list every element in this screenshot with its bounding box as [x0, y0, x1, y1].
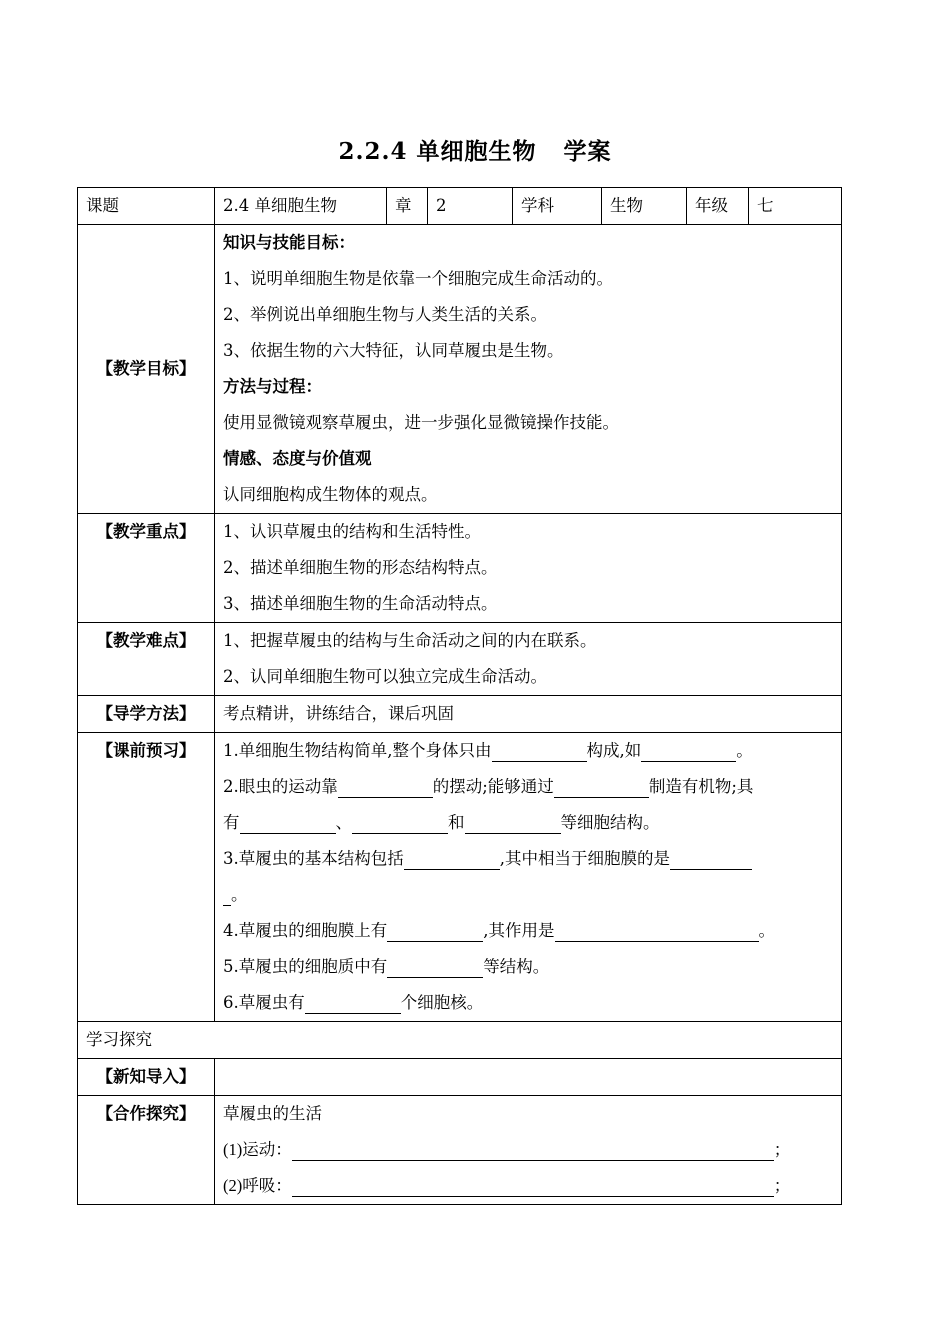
answer-blank[interactable] [555, 919, 759, 942]
preview-question-4 [223, 913, 833, 949]
objectives-label: 【教学目标】 [78, 225, 215, 514]
question-text: 5.草履虫的细胞质中有 [223, 957, 388, 976]
difficulties-label: 【教学难点】 [78, 623, 215, 696]
answer-blank[interactable] [292, 1138, 774, 1161]
end-mark: ； [773, 1176, 791, 1195]
question-text: 6.草履虫有 [223, 993, 305, 1012]
answer-blank[interactable] [670, 847, 752, 870]
question-text: ,其中相当于细胞膜的是 [499, 849, 670, 868]
preview-question-6 [223, 985, 833, 1021]
preview-question-3-cont [223, 877, 833, 913]
cooperative-heading: 草履虫的生活 [223, 1104, 322, 1123]
answer-blank[interactable] [305, 991, 401, 1014]
key-point-item: 1、认识草履虫的结构和生活特性。 [223, 522, 481, 541]
question-text: 有 [223, 813, 240, 832]
cooperative-item-1 [223, 1132, 833, 1168]
question-text: 等结构。 [483, 957, 550, 976]
question-text: 的摆动;能够通过 [432, 777, 554, 796]
answer-blank[interactable] [338, 775, 433, 798]
key-points-label: 【教学重点】 [78, 514, 215, 623]
subject-label: 学科 [513, 188, 602, 225]
end-mark: ； [773, 1140, 791, 1159]
preview-question-2 [223, 769, 833, 805]
answer-blank[interactable] [387, 955, 483, 978]
question-text: 4.草履虫的细胞膜上有 [223, 921, 388, 940]
new-intro-row [78, 1059, 842, 1096]
emotion-heading: 情感、态度与价值观 [223, 449, 372, 468]
cooperative-item-2 [223, 1168, 833, 1204]
question-text: 个细胞核。 [400, 993, 484, 1012]
grade-value: 七 [749, 188, 842, 225]
item-label: (2)呼吸： [223, 1176, 292, 1195]
answer-blank[interactable] [465, 811, 561, 834]
key-points-row [78, 514, 842, 623]
preview-question-3 [223, 841, 833, 877]
cooperative-content [215, 1096, 842, 1205]
lesson-plan-table [77, 187, 842, 1205]
question-text: 制造有机物;具 [648, 777, 754, 796]
question-text: 构成,如 [586, 741, 642, 760]
knowledge-item: 2、举例说出单细胞生物与人类生活的关系。 [223, 305, 547, 324]
method-content [215, 696, 842, 733]
difficulties-row [78, 623, 842, 696]
answer-blank[interactable] [352, 811, 448, 834]
difficulties-content [215, 623, 842, 696]
study-section-row [78, 1022, 842, 1059]
difficulty-item: 2、认同单细胞生物可以独立完成生命活动。 [223, 667, 547, 686]
new-intro-label: 【新知导入】 [78, 1059, 215, 1096]
page-title: 2.2.4 单细胞生物 学案 [338, 138, 612, 165]
question-text: 1.单细胞生物结构简单,整个身体只由 [223, 741, 492, 760]
answer-blank[interactable] [292, 1174, 774, 1197]
knowledge-item: 1、说明单细胞生物是依靠一个细胞完成生命活动的。 [223, 269, 613, 288]
subject-value: 生物 [602, 188, 687, 225]
answer-blank[interactable] [641, 739, 736, 762]
objectives-content [215, 225, 842, 514]
preview-question-1 [223, 733, 833, 769]
method-label: 【导学方法】 [78, 696, 215, 733]
difficulty-item: 1、把握草履虫的结构与生命活动之间的内在联系。 [223, 631, 597, 650]
emotion-text: 认同细胞构成生物体的观点。 [223, 485, 438, 504]
question-text: 等细胞结构。 [560, 813, 660, 832]
chapter-label: 章 [387, 188, 428, 225]
question-text: 和 [448, 813, 465, 832]
method-text-line: 考点精讲，讲练结合，课后巩固 [223, 704, 454, 723]
key-point-item: 2、描述单细胞生物的形态结构特点。 [223, 558, 498, 577]
key-points-content [215, 514, 842, 623]
answer-blank[interactable] [387, 919, 483, 942]
new-intro-content [215, 1059, 842, 1096]
method-text: 使用显微镜观察草履虫，进一步强化显微镜操作技能。 [223, 413, 619, 432]
question-text: ,其作用是 [483, 921, 555, 940]
answer-blank[interactable] [223, 883, 231, 906]
study-section-title: 学习探究 [78, 1022, 842, 1059]
topic-label: 课题 [78, 188, 215, 225]
key-point-item: 3、描述单细胞生物的生命活动特点。 [223, 594, 498, 613]
preview-content [215, 733, 842, 1022]
preview-label: 【课前预习】 [78, 733, 215, 1022]
answer-blank[interactable] [404, 847, 500, 870]
question-text: 3.草履虫的基本结构包括 [223, 849, 404, 868]
topic-value: 2.4 单细胞生物 [215, 188, 387, 225]
cooperative-row [78, 1096, 842, 1205]
item-label: (1)运动： [223, 1140, 292, 1159]
header-row [78, 188, 842, 225]
answer-blank[interactable] [492, 739, 587, 762]
answer-blank[interactable] [554, 775, 649, 798]
method-row [78, 696, 842, 733]
preview-question-5 [223, 949, 833, 985]
answer-blank[interactable] [240, 811, 336, 834]
knowledge-heading: 知识与技能目标： [223, 233, 355, 252]
question-text: 、 [335, 813, 352, 832]
question-text: 。 [736, 741, 753, 760]
preview-row [78, 733, 842, 1022]
question-text: 2.眼虫的运动靠 [223, 777, 338, 796]
objectives-row [78, 225, 842, 514]
grade-label: 年级 [687, 188, 749, 225]
knowledge-item: 3、依据生物的六大特征，认同草履虫是生物。 [223, 341, 564, 360]
question-text: 。 [758, 921, 775, 940]
method-heading: 方法与过程： [223, 377, 322, 396]
question-text: 。 [231, 885, 248, 904]
chapter-value: 2 [428, 188, 513, 225]
cooperative-label: 【合作探究】 [78, 1096, 215, 1205]
preview-question-2-cont [223, 805, 833, 841]
